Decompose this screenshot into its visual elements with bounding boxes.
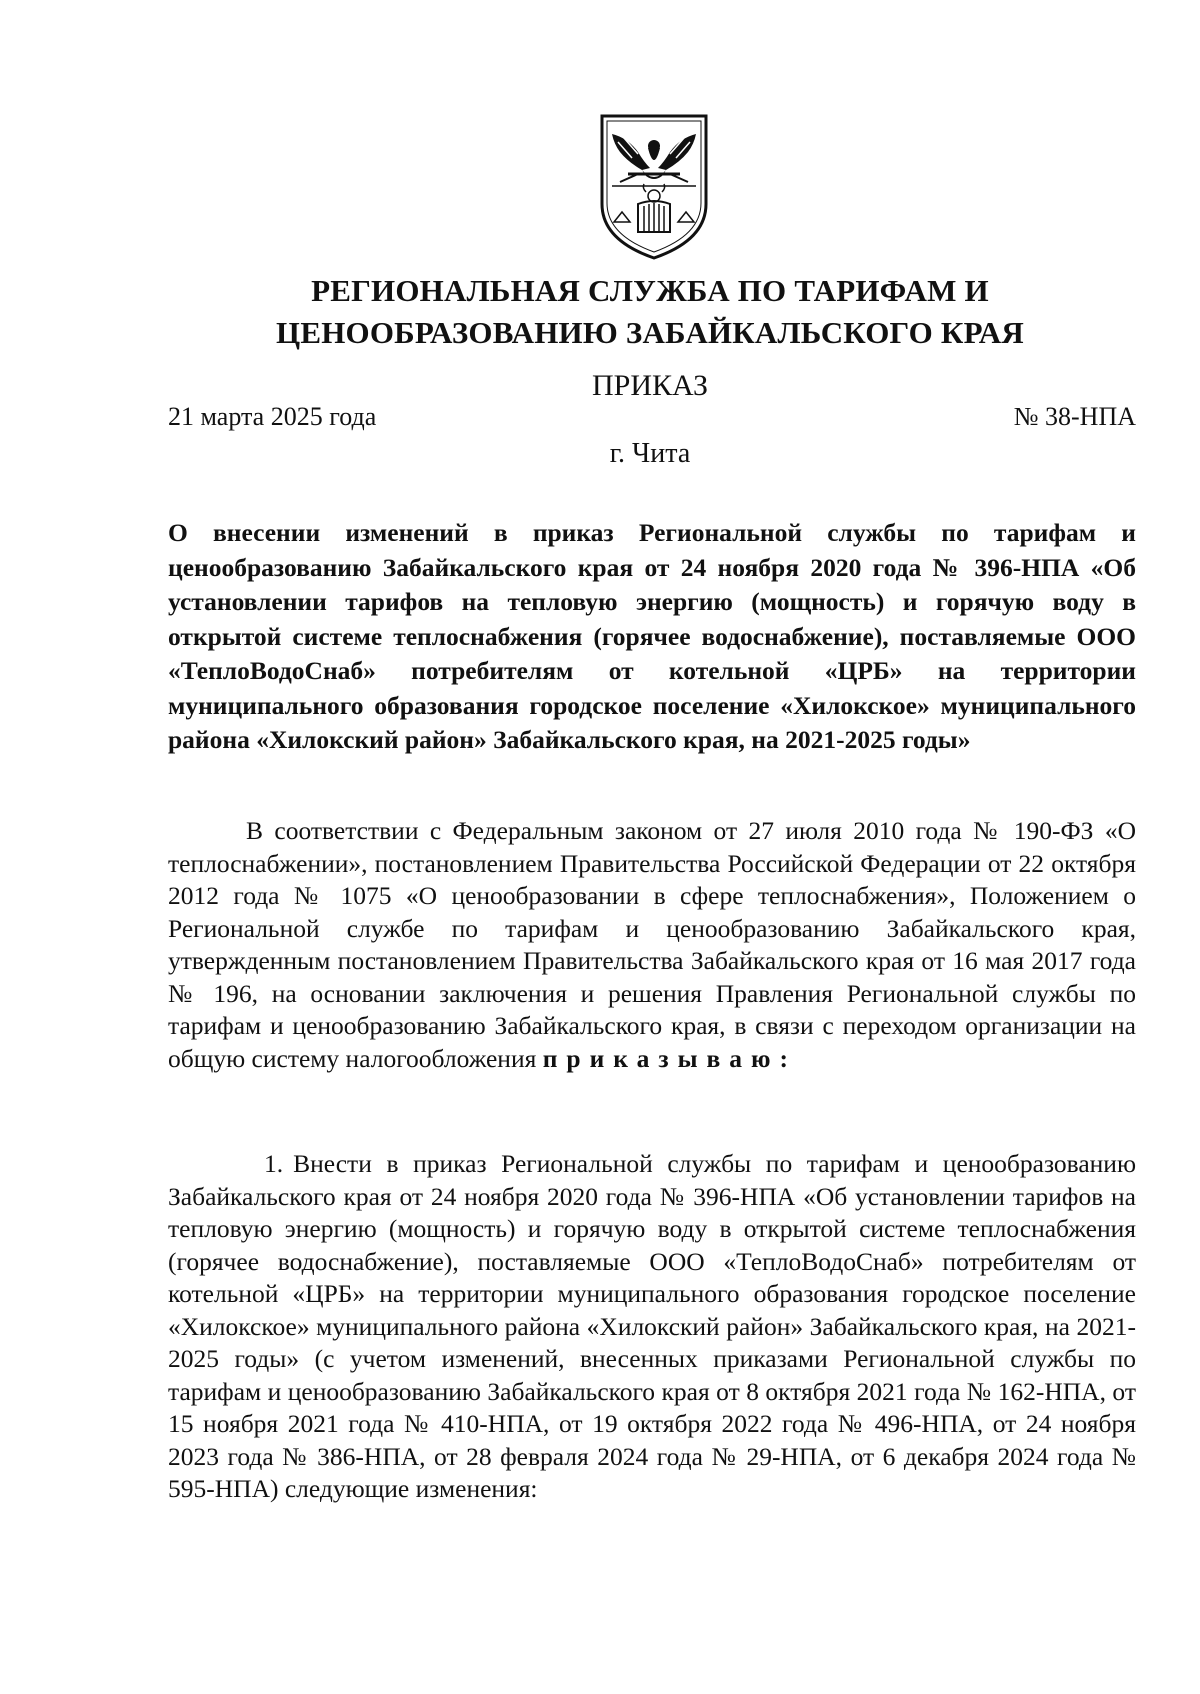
order-item-number: 1.: [264, 1149, 284, 1178]
order-directive: приказываю:: [542, 1043, 797, 1073]
document-type: ПРИКАЗ: [592, 369, 708, 402]
order-number: № 38-НПА: [1013, 402, 1136, 431]
order-subject: О внесении изменений в приказ Региональной службы по тарифам и ценообразованию Забайкальского края от 24 ноября 2020 года № 396-НПА «Об установлении тарифов на тепловую энергию (мощность) и горячую воду в открытой системе теплоснабжения (горячее водоснабжение), поставляемые ООО «ТеплоВодоСнаб» потребителям от котельной «ЦРБ» на территории муниципального образования городское поселение «Хилокское» муниципального района «Хилокский район» Забайкальского края, на 2021-2025 годы»: [168, 518, 1136, 754]
coat-of-arms-icon: [598, 112, 710, 262]
preamble-text: В соответствии с Федеральным законом от 27 июля 2010 года № 190-ФЗ «О теплоснабжении», постановлением Правительства Российской Федерации от 22 октября 2012 года № 1075 «О ценообразовании в сфере теплоснабжения», Положением о Региональной службе по тарифам и ценообразованию Забайкальского края, утвержденным постановлением Правительства Забайкальского края от 16 мая 2017 года № 196, на основании заключения и решения Правления Региональной службы по тарифам и ценообразованию Забайкальского края, в связи с переходом организации на общую систему налогообложения: [168, 816, 1136, 1073]
order-city: г. Чита: [609, 438, 691, 469]
order-item-text: Внести в приказ Региональной службы по тарифам и ценообразованию Забайкальского края от 24 ноября 2020 года № 396-НПА «Об установлении тарифов на тепловую энергию (мощность) и горячую воду в открытой системе теплоснабжения (горячее водоснабжение), поставляемые ООО «ТеплоВодоСнаб» потребителям от котельной «ЦРБ» на территории муниципального образования городское поселение «Хилокское» муниципального района «Хилокский район» Забайкальского края, на 2021-2025 годы» (с учетом изменений, внесенных приказами Региональной службы по тарифам и ценообразованию Забайкальского края от 8 октября 2021 года № 162-НПА, от 15 ноября 2021 года № 410-НПА, от 19 октября 2022 года № 496-НПА, от 24 ноября 2023 года № 386-НПА, от 28 февраля 2024 года № 29-НПА, от 6 декабря 2024 года № 595-НПА) следующие изменения:: [168, 1149, 1136, 1503]
organization-title: [160, 270, 1140, 354]
organization-title-line1: РЕГИОНАЛЬНАЯ СЛУЖБА ПО ТАРИФАМ И: [311, 273, 989, 308]
order-date: 21 марта 2025 года: [168, 402, 377, 431]
order-item-1: [168, 1148, 1136, 1506]
preamble-paragraph: [168, 815, 1136, 1075]
organization-title-line2: ЦЕНООБРАЗОВАНИЮ ЗАБАЙКАЛЬСКОГО КРАЯ: [276, 315, 1024, 350]
